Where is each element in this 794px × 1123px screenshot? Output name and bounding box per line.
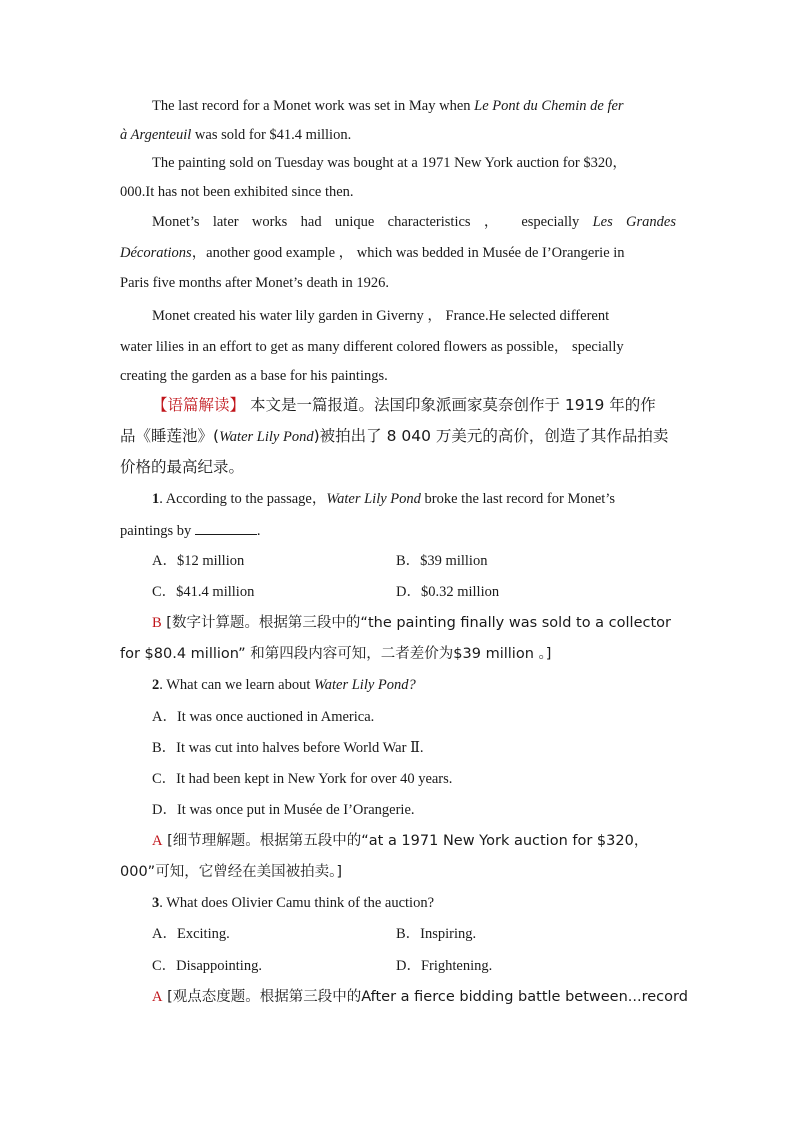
q3-option-a[interactable]: A．Exciting.: [152, 926, 230, 942]
passage-p3-line1: Monet’s later works had unique characteristics ， especially Les Grandes: [152, 214, 676, 230]
analysis-tag: 【语篇解读】: [152, 396, 246, 414]
passage-p4-line1: Monet created his water lily garden in Giverny ， France.He selected different: [152, 308, 610, 324]
q3-options-row2: [152, 956, 676, 976]
q2-stem: 2. What can we learn about Water Lily Pond?: [152, 677, 416, 693]
q3-stem: 3. What does Olivier Camu think of the auction?: [152, 895, 435, 911]
q2-option-b[interactable]: B．It was cut into halves before World War Ⅱ.: [152, 740, 424, 756]
analysis-line2: 品《睡莲池》(Water Lily Pond)被拍出了 8 040 万美元的高价，创造了其作品拍卖: [120, 427, 669, 445]
passage-p3-line2: Décorations，another good example ， which was bedded in Musée de I’Orangerie in: [120, 245, 625, 261]
passage-p4-line3: creating the garden as a base for his paintings.: [120, 368, 388, 384]
q1-option-d[interactable]: D．$0.32 million: [396, 584, 500, 600]
passage-p2-line1: The painting sold on Tuesday was bought at a 1971 New York auction for $320，: [152, 155, 627, 171]
q2-answer: A: [152, 833, 163, 849]
q2-option-a[interactable]: A．It was once auctioned in America.: [152, 709, 375, 725]
passage-p2-line2: 000.It has not been exhibited since then.: [120, 184, 354, 200]
q1-option-a[interactable]: A．$12 million: [152, 553, 245, 569]
analysis-line3: 价格的最高纪录。: [120, 458, 245, 476]
q1-options-row1: [152, 551, 676, 571]
q2-option-d[interactable]: D．It was once put in Musée de I’Orangerie.: [152, 802, 415, 818]
q2-explanation-line2: 000”可知，它曾经在美国被拍卖。]: [120, 864, 343, 880]
q1-answer: B: [152, 615, 162, 631]
q3-options-row1: [152, 924, 676, 944]
q1-option-c[interactable]: C．$41.4 million: [152, 584, 255, 600]
q3-option-d[interactable]: D．Frightening.: [396, 958, 493, 974]
q1-stem-line1: 1. According to the passage，Water Lily Pond broke the last record for Monet’s: [152, 491, 615, 507]
q3-answer: A: [152, 989, 163, 1005]
passage-p1-line2: à Argenteuil was sold for $41.4 million.: [120, 127, 352, 143]
passage-p3-line3: Paris five months after Monet’s death in 1926.: [120, 275, 390, 291]
q1-option-b[interactable]: B．$39 million: [396, 553, 488, 569]
passage-p1-line1: The last record for a Monet work was set in May when Le Pont du Chemin de fer: [152, 98, 624, 114]
passage-p4-line2: water lilies in an effort to get as many different colored flowers as possible， specially: [120, 339, 624, 355]
q3-option-b[interactable]: B．Inspiring.: [396, 926, 477, 942]
q1-options-row2: [152, 582, 676, 602]
q3-option-c[interactable]: C．Disappointing.: [152, 958, 262, 974]
q1-explanation-line1: B [数字计算题。根据第三段中的“the painting finally was sold to a collector: [152, 615, 671, 631]
q2-explanation-line1: A [细节理解题。根据第五段中的“at a 1971 New York auction for $320，: [152, 833, 649, 849]
q2-option-c[interactable]: C．It had been kept in New York for over 40 years.: [152, 771, 453, 787]
q3-explanation-line1: A [观点态度题。根据第三段中的After a fierce bidding battle between...record: [152, 989, 688, 1005]
answer-blank: [195, 520, 257, 535]
q1-stem-line2: paintings by .: [120, 520, 676, 541]
q1-explanation-line2: for $80.4 million” 和第四段内容可知，二者差价为$39 million 。]: [120, 646, 552, 662]
analysis-line1: 【语篇解读】 本文是一篇报道。法国印象派画家莫奈创作于 1919 年的作: [152, 396, 656, 414]
